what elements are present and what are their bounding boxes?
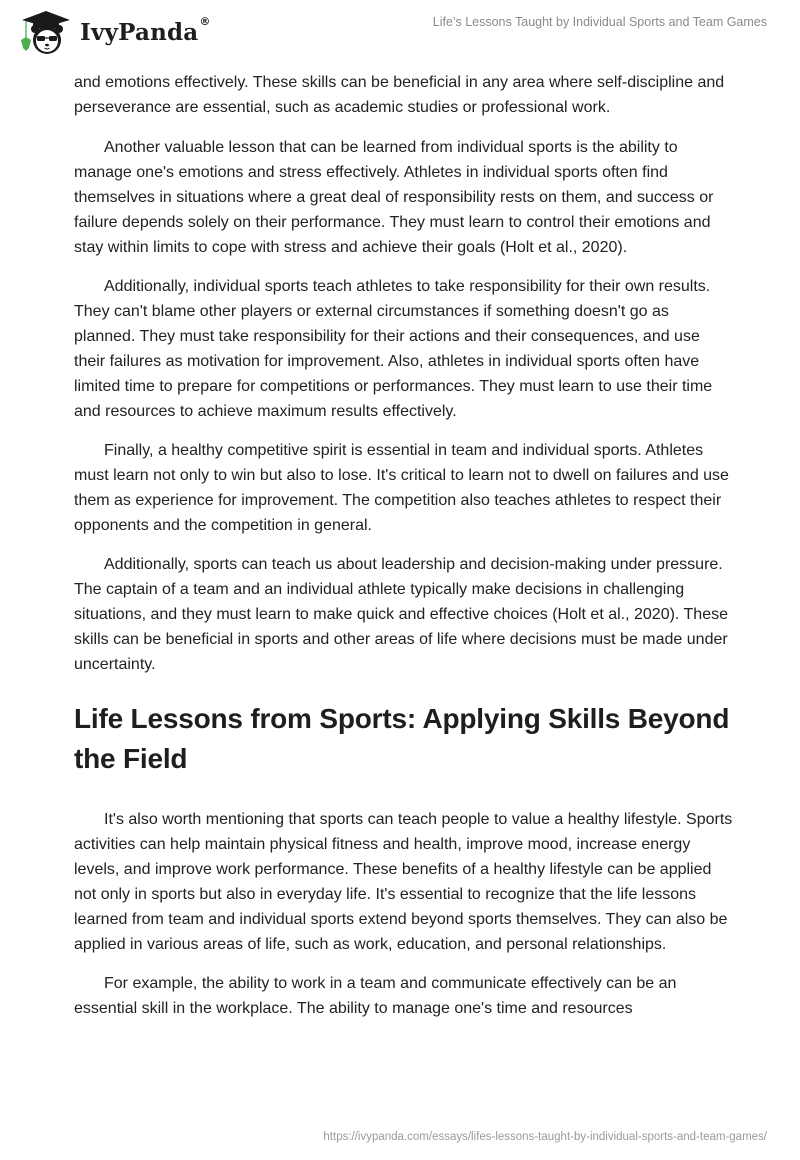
page-header bbox=[0, 0, 800, 62]
paragraph-continuation: and emotions effectively. These skills can be beneficial in any area where self-discipline and perseverance are essential, such as academic studies or professional work. bbox=[74, 74, 725, 116]
panda-graduate-logo-icon bbox=[16, 8, 76, 56]
section-heading: Life Lessons from Sports: Applying Skills Beyond the Field bbox=[74, 703, 730, 774]
brand-name: IvyPanda® bbox=[80, 14, 211, 46]
paragraph: Additionally, individual sports teach athletes to take responsibility for their own results. They can't blame other players or external circumstances if something doesn't go as planned. They must take responsibility for their actions and their consequences, and use their failures as motivation for improvement. Also, athletes in individual sports often have limited time to prepare for competitions or performances. They must learn to use their time and resources to achieve maximum results effectively. bbox=[74, 278, 713, 420]
paragraph: For example, the ability to work in a team and communicate effectively can be an essential skill in the workplace. The ability to manage one's time and resources bbox=[74, 975, 677, 1017]
paragraph: Another valuable lesson that can be learned from individual sports is the ability to manage one's emotions and stress effectively. Athletes in individual sports often find themselves in situations where a great deal of responsibility rests on them, and success or failure depends solely on their performance. They must learn to control their emotions and stay within limits to cope with stress and achieve their goals (Holt et al., 2020). bbox=[74, 139, 714, 256]
ivypanda-logo[interactable] bbox=[16, 8, 211, 56]
paragraph: It's also worth mentioning that sports can teach people to value a healthy lifestyle. Sports activities can help maintain physical fitness and health, improve mood, increase energy levels, and improve work performance. These benefits of a healthy lifestyle can be applied not only in sports but also in everyday life. It's essential to recognize that the life lessons learned from team and individual sports extend beyond sports themselves. They can also be applied in various areas of life, such as work, education, and personal relationships. bbox=[74, 811, 733, 953]
paragraph: Additionally, sports can teach us about leadership and decision-making under pressure. The captain of a team and an individual athlete typically make decisions in challenging situations, and they must learn to make quick and effective choices (Holt et al., 2020). These skills can be beneficial in sports and other areas of life where decisions must be made under uncertainty. bbox=[74, 556, 728, 673]
paragraph: Finally, a healthy competitive spirit is essential in team and individual sports. Athletes must learn not only to win but also to lose. It's critical to learn not to dwell on failures and use them as experience for improvement. The competition also teaches athletes to respect their opponents and the competition in general. bbox=[74, 442, 729, 534]
essay-body bbox=[74, 70, 734, 1035]
registered-mark: ® bbox=[199, 14, 211, 28]
source-url[interactable]: https://ivypanda.com/essays/lifes-lessons-taught-by-individual-sports-and-team-games/ bbox=[323, 1131, 767, 1143]
document-title: Life’s Lessons Taught by Individual Sports and Team Games bbox=[432, 15, 767, 29]
